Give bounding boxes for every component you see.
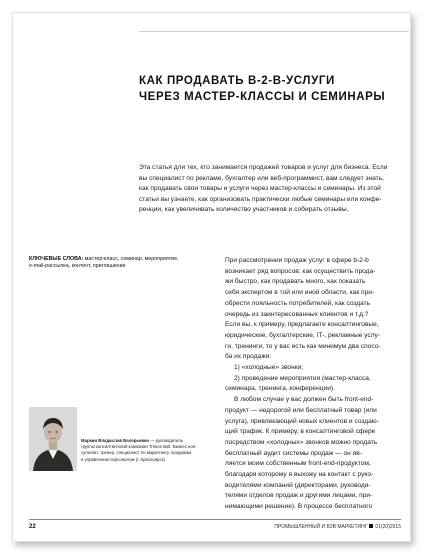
keywords-text: мастер-класс, семинар, мероприятие, [83, 256, 179, 262]
body-line: обрести лояльность потребителей, как создать [225, 299, 371, 307]
top-divider [139, 31, 409, 32]
body-line: юридические, бухгалтерские, IT-, рекламные услу- [225, 331, 381, 339]
magazine-page [12, 12, 411, 542]
body-line: При рассмотрении продаж услуг в сфере b-2-b [225, 257, 369, 264]
body-line: ляется моим собственным front-end-продуктом, [225, 460, 371, 468]
keywords-line [29, 256, 209, 263]
title-line: КАК ПРОДАВАТЬ B-2-B-УСЛУГИ [139, 75, 335, 87]
page-number: 22 [29, 524, 36, 530]
body-list-item: 1) «холодные» звонки; [234, 364, 304, 372]
article-body [225, 256, 403, 513]
keywords-label: КЛЮЧЕВЫЕ СЛОВА: [29, 256, 84, 262]
bio-line: и управлению персоналом (г. Красноярск) [81, 456, 165, 462]
journal-footer [274, 524, 401, 530]
footer-divider [29, 519, 401, 520]
body-line: себя экспертом в той или иной области, как при- [225, 289, 375, 297]
lead-line: Эта статья для тех, кто занимается продажей товаров и услуг для бизнеса. Если [139, 164, 388, 171]
body-line: благодаря которому я выхожу на контакт с руко- [225, 471, 374, 479]
body-line: щий трафик. К примеру, в консалтинговой сфере [225, 428, 376, 436]
body-line: услуга), привлекающий новых клиентов и создаю- [225, 417, 379, 425]
author-photo [29, 407, 77, 471]
lead-line: вы специалист по рекламе, бухгалтер или веб-программист, вам следует знать, [139, 174, 384, 182]
body-line: семинара, тренинга, конференции). [225, 385, 335, 393]
keywords-block [29, 256, 209, 270]
bio-text: — руководитель [149, 438, 183, 443]
body-line: очередь из заинтересованных клиентов и т.д.? [225, 310, 369, 318]
body-line: В любом случае у вас должен быть front-end- [234, 396, 374, 404]
lead-line: как продавать свои товары и услуги через мастер-классы и семинары. Из этой [139, 185, 381, 193]
title-line: ЧЕРЕЗ МАСТЕР-КЛАССЫ И СЕМИНАРЫ [139, 91, 386, 103]
body-line: ги, тренинги, то у вас есть как минимум два спосо- [225, 342, 381, 350]
body-list-item: 2) проведение мероприятия (мастер-класса, [234, 374, 371, 382]
body-line: Если вы, к примеру, предлагаете консалтинговые, [225, 321, 379, 329]
keywords-line: e-mail-рассылка, контент, приглашение [29, 263, 126, 270]
body-line: продукт — недорогой или бесплатный товар (или [225, 406, 377, 414]
square-bullet-icon [369, 524, 373, 528]
journal-name: ПРОМЫШЛЕННЫЙ И В2В МАРКЕТИНГ [274, 524, 368, 530]
author-bio [81, 438, 213, 463]
bio-line: группы консалтинговой компании Trimex Bolt. Бизнес-кон- [81, 444, 197, 450]
body-line: телями отделов продаж и другими лицами, при- [225, 492, 373, 500]
body-line: жи быстро, как продавать много, как показать [225, 278, 366, 286]
body-line: возникает ряд вопросов: как осуществить прода- [225, 267, 376, 275]
body-line: нимающими решение). В процессе бесплатного [225, 503, 373, 511]
body-line: бесплатный аудит системы продаж — он яв- [225, 449, 362, 457]
body-line: посредством «холодных» звонков можно продать [225, 438, 378, 446]
body-line: водителями компаний (директорами, руководи- [225, 481, 371, 489]
lead-line: статьи вы узнаете, как организовать практически любые семинары или конфе- [139, 195, 382, 203]
article-lead [139, 163, 407, 216]
author-portrait-icon [29, 407, 77, 471]
journal-issue: 01(20)2015 [375, 524, 401, 530]
author-name: Маркин Владислав Валерьевич [81, 438, 150, 443]
bio-line: сультант, тренер, специалист по маркетингу, продажам [81, 450, 192, 456]
article-title [139, 73, 389, 105]
body-line: ба их продажи: [225, 353, 272, 361]
lead-line: ренции, как увеличивать количество участников и собирать отзывы. [139, 206, 349, 214]
